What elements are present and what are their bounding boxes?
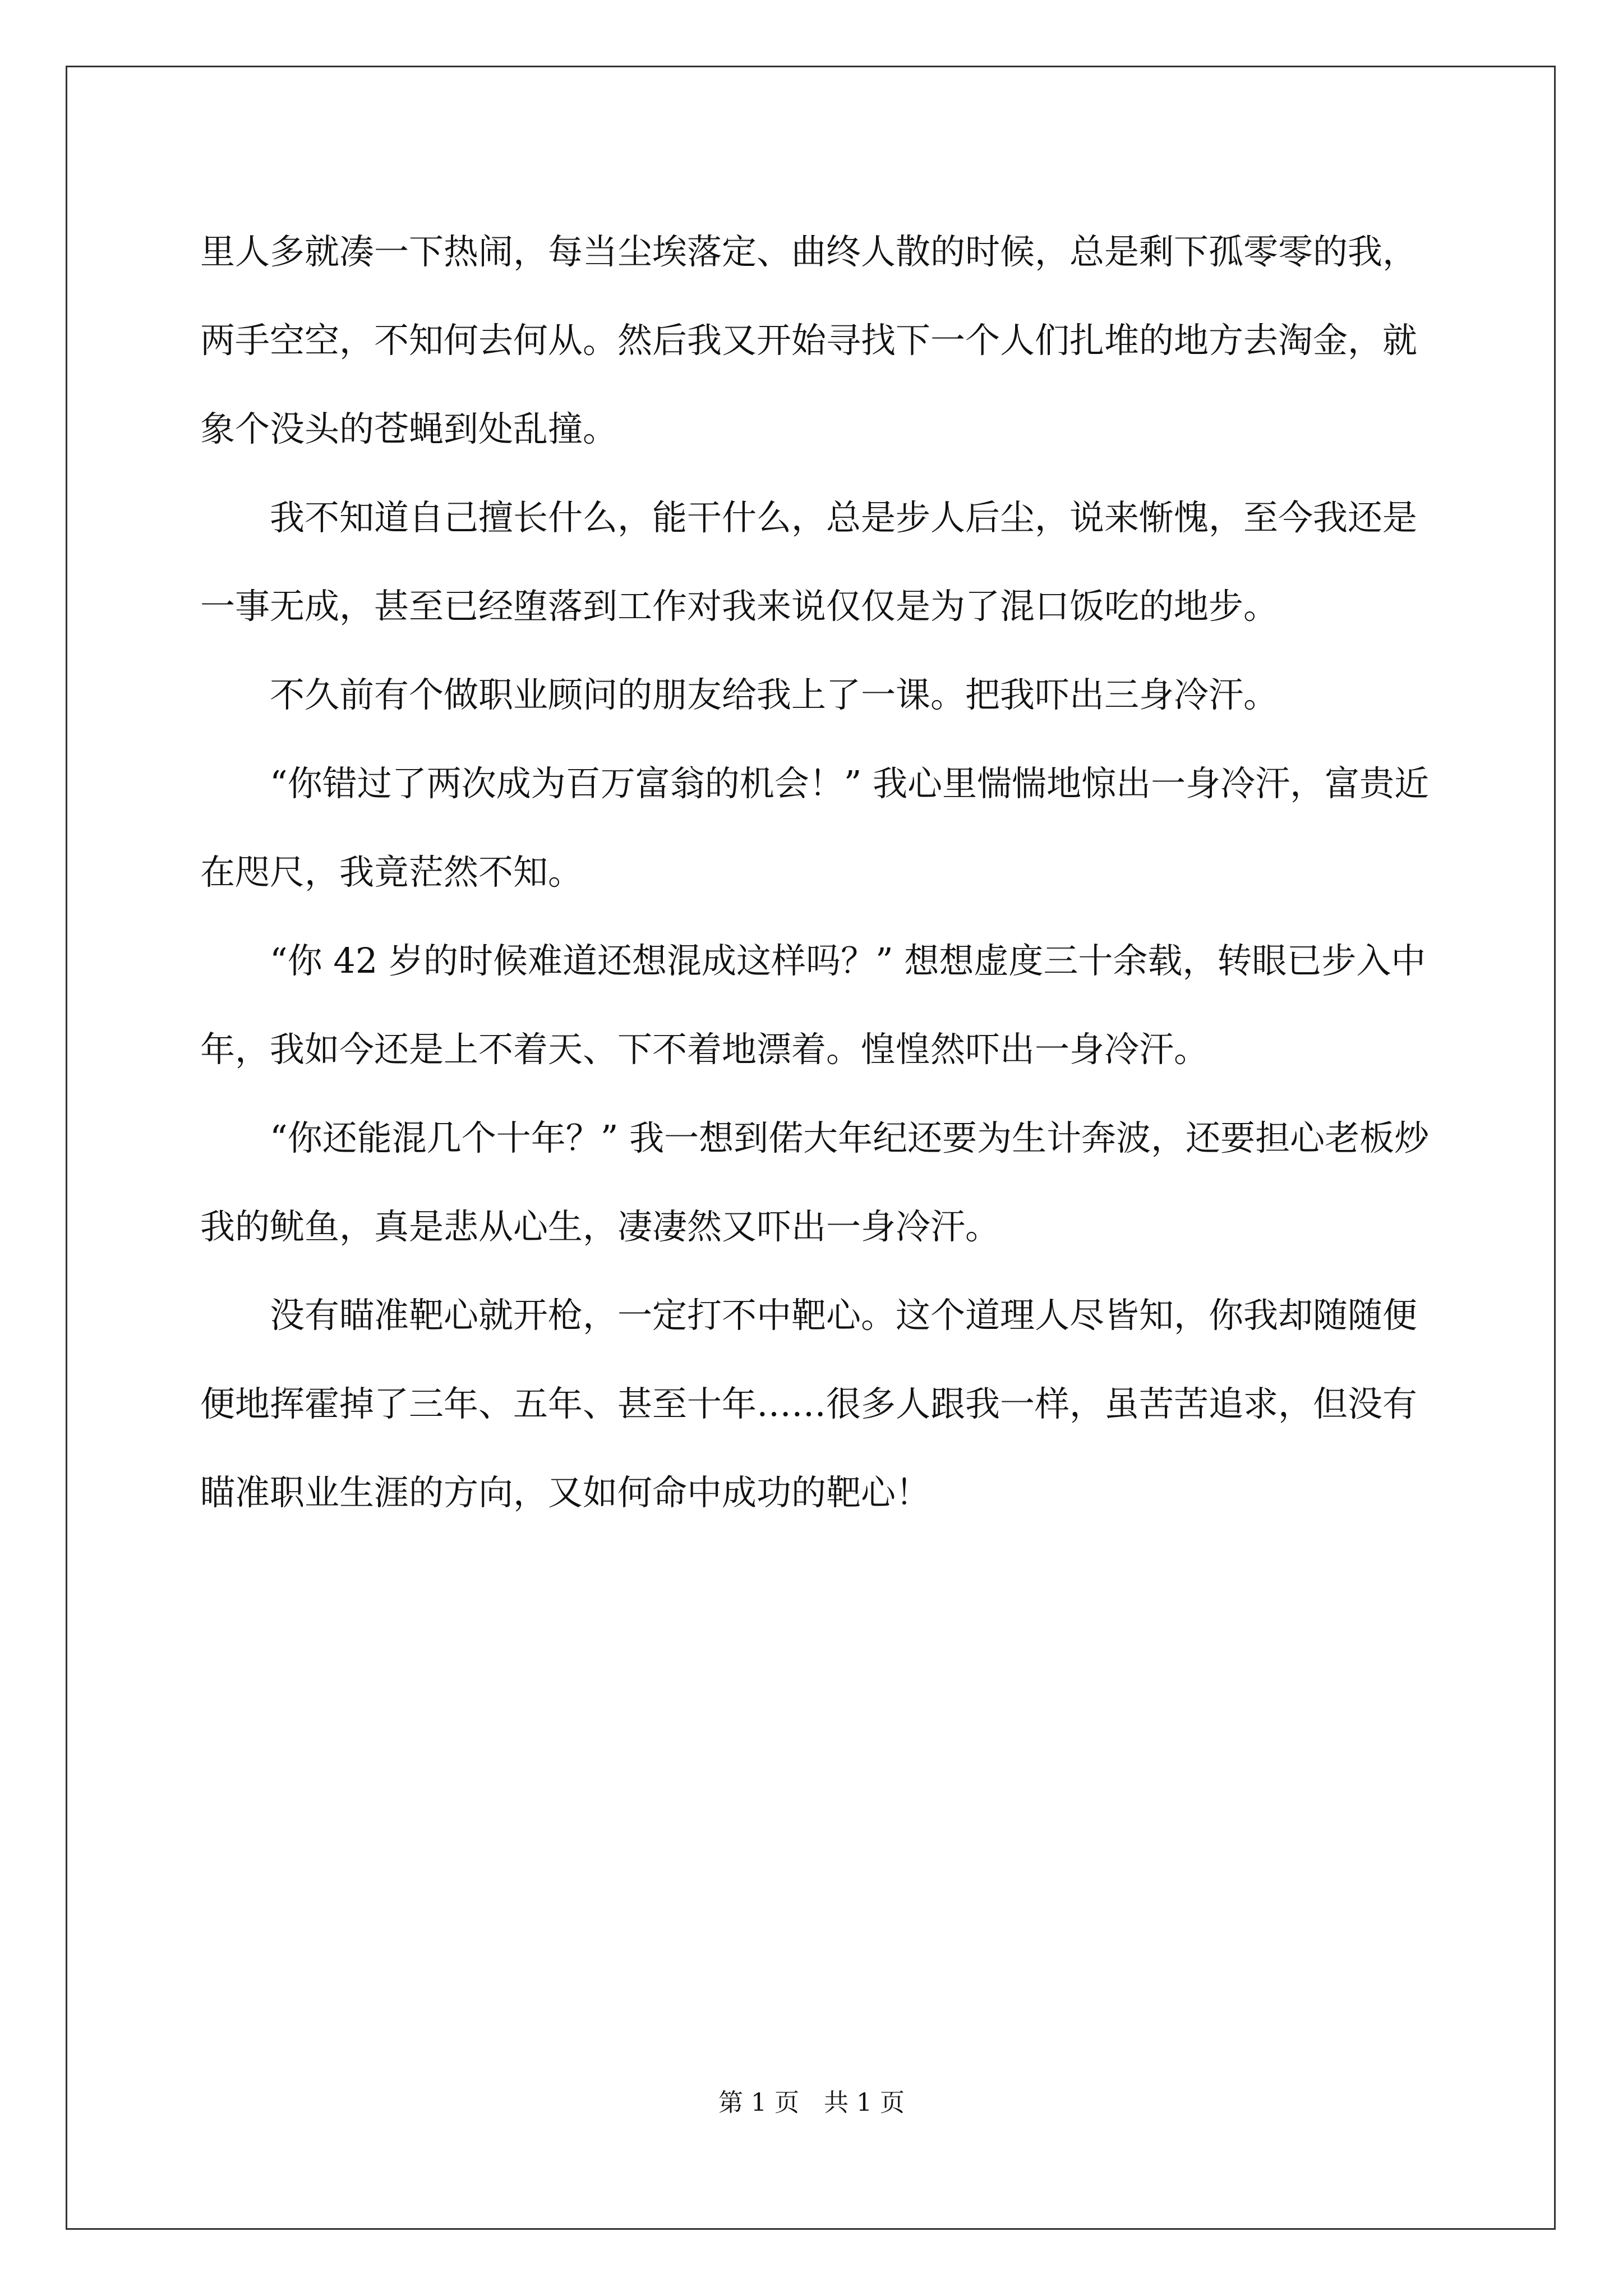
paragraph-4: “你错过了两次成为百万富翁的机会！” 我心里惴惴地惊出一身冷汗，富贵近在咫尺，我竟茫然不知。 — [200, 763, 1430, 892]
paragraph-3: 不久前有个做职业顾问的朋友给我上了一课。把我吓出三身冷汗。 — [200, 674, 1279, 715]
document-body — [200, 208, 1434, 1537]
paragraph-5: “你 42 岁的时候难道还想混成这样吗？” 想想虚度三十余载，转眼已步入中年，我如今还是上不着天、下不着地漂着。惶惶然吓出一身冷汗。 — [200, 940, 1426, 1070]
paragraph-7: 没有瞄准靶心就开枪，一定打不中靶心。这个道理人尽皆知，你我却随随便便地挥霍掉了三年、五年、甚至十年……很多人跟我一样，虽苦苦追求，但没有瞄准职业生涯的方向，又如何命中成功的靶心！ — [200, 1295, 1418, 1513]
page-number-footer: 第 1 页 共 1 页 — [718, 2088, 905, 2117]
paragraph-1: 里人多就凑一下热闹，每当尘埃落定、曲终人散的时候，总是剩下孤零零的我，两手空空，不知何去何从。然后我又开始寻找下一个人们扎堆的地方去淘金，就象个没头的苍蝇到处乱撞。 — [200, 231, 1418, 449]
paragraph-6: “你还能混几个十年？” 我一想到偌大年纪还要为生计奔波，还要担心老板炒我的鱿鱼，真是悲从心生，凄凄然又吓出一身冷汗。 — [200, 1117, 1430, 1247]
paragraph-2: 我不知道自己擅长什么，能干什么，总是步人后尘，说来惭愧，至今我还是一事无成，甚至已经堕落到工作对我来说仅仅是为了混口饭吃的地步。 — [200, 497, 1418, 627]
